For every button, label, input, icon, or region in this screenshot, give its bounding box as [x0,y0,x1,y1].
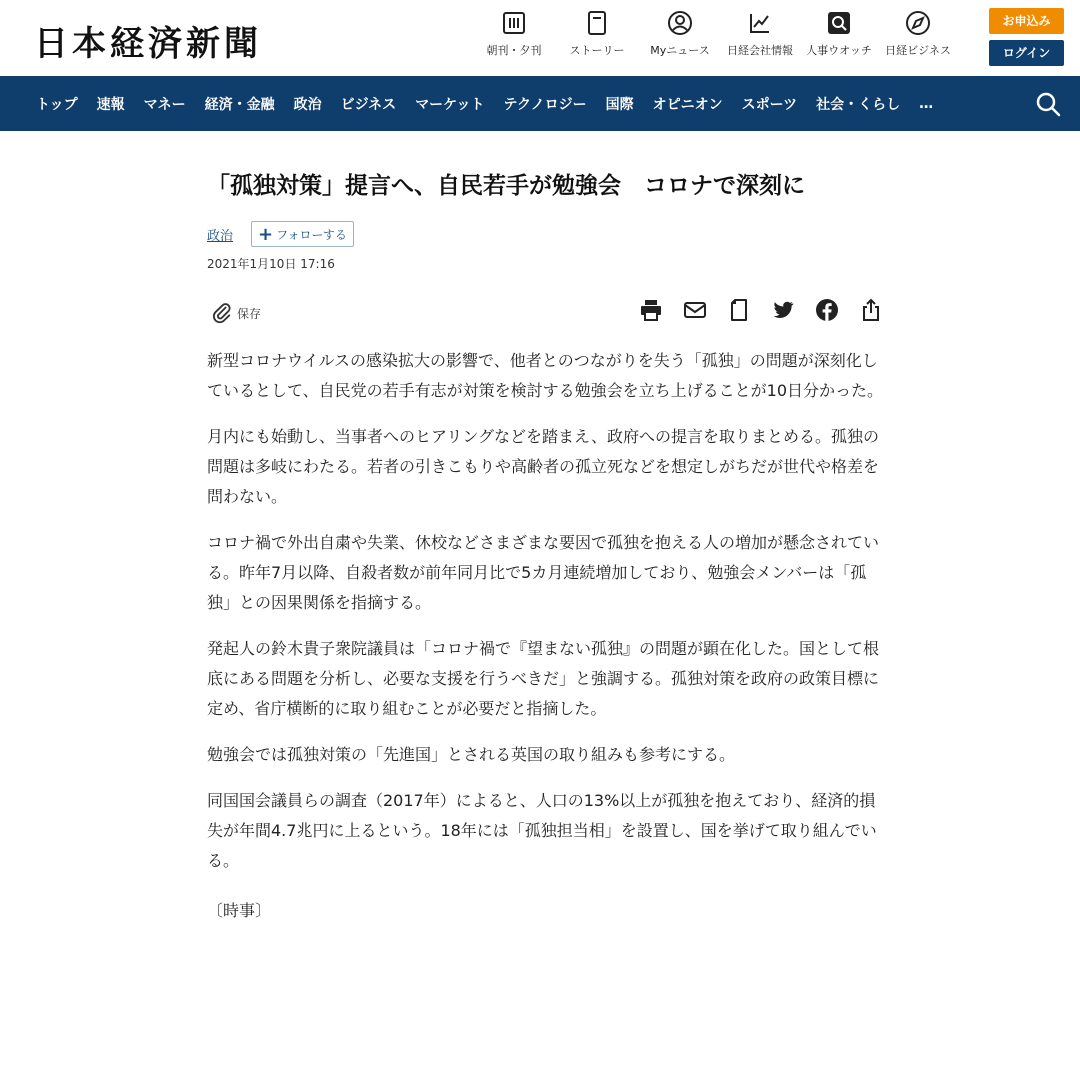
follow-button[interactable] [251,221,354,247]
site-header [0,0,1080,76]
apply-button[interactable]: お申込み [989,8,1064,34]
search-icon[interactable] [1034,90,1062,118]
share-icon [859,298,883,322]
twitter-button[interactable] [761,298,805,322]
save-label: 保存 [237,306,262,321]
nav-item-top[interactable]: トップ [36,96,78,113]
newspaper-icon [501,10,527,36]
nav-more-button[interactable]: … [919,95,934,112]
article-paragraph: 同国国会議員らの調査（2017年）によると、人口の13%以上が孤独を抱えており、経済的損失が年間4.7兆円に上るという。18年には「孤独担当相」を設置し、国を挙げて取り組んでいる。 [207,791,877,870]
nav-item-technology[interactable]: テクノロジー [503,96,587,113]
tool-label: ストーリー [569,44,625,57]
tool-mynews[interactable] [640,10,720,58]
memo-icon [727,298,751,322]
chart-icon [747,10,773,36]
nav-items [36,76,952,131]
nav-item-international[interactable]: 国際 [605,96,634,113]
story-icon [584,10,610,36]
share-button[interactable] [849,298,893,322]
article-paragraph: コロナ禍で外出自粛や失業、休校などさまざまな要因で孤独を抱える人の増加が懸念されている。昨年7月以降、自殺者数が前年同月比で5カ月連続増加しており、勉強会メンバーは「孤独」との因果関係を指摘する。 [207,533,880,612]
nav-item-sports[interactable]: スポーツ [741,96,798,113]
mail-button[interactable] [673,298,717,322]
save-button[interactable] [211,302,261,324]
tool-label: 日経会社情報 [727,44,793,57]
nav-item-politics[interactable]: 政治 [293,96,322,113]
article-meta [207,221,887,247]
share-toolbar [629,298,893,322]
twitter-icon [771,298,795,322]
user-icon [667,10,693,36]
nav-item-economy[interactable]: 経済・金融 [204,96,275,113]
article-paragraph: 勉強会では孤独対策の「先進国」とされる英国の取り組みも参考にする。 [207,745,736,764]
main-nav [0,76,1080,131]
article-actions [207,296,887,336]
article-date: 2021年1月10日 17:16 [207,257,335,271]
nav-item-business[interactable]: ビジネス [340,96,397,113]
print-icon [639,298,663,322]
site-logo[interactable]: 日本経済新聞 [34,24,262,64]
nav-item-opinion[interactable]: オピニオン [652,96,723,113]
tool-label: 朝刊・夕刊 [486,44,542,57]
nav-item-breaking[interactable]: 速報 [96,96,125,113]
article-body [207,346,887,876]
mail-icon [683,298,707,322]
memo-button[interactable] [717,298,761,322]
tool-business[interactable] [878,10,958,58]
login-button[interactable]: ログイン [989,40,1064,66]
tool-label: 人事ウオッチ [806,44,872,57]
article-paragraph: 月内にも始動し、当事者へのヒアリングなどを踏まえ、政府への提言を取りまとめる。孤独の問題は多岐にわたる。若者の引きこもりや高齢者の孤立死などを想定しがちだが世代や格差を問わない。 [207,427,880,506]
article-credit: 〔時事〕 [207,901,272,920]
tool-label: Myニュース [650,44,710,57]
article-paragraph: 発起人の鈴木貴子衆院議員は「コロナ禍で『望まない孤独』の問題が顕在化した。国として根底にある問題を分析し、必要な支援を行うべきだ」と強調する。孤独対策を政府の政策目標に定め、省庁横断的に取り組むことが必要だと指摘した。 [207,639,880,718]
article [207,150,887,921]
header-toolbar [474,10,958,58]
tool-label: 日経ビジネス [885,44,951,57]
print-button[interactable] [629,298,673,322]
article-title: 「孤独対策」提言へ、自民若手が勉強会 コロナで深刻に [207,173,805,199]
nav-item-market[interactable]: マーケット [415,96,485,113]
compass-icon [905,10,931,36]
nav-item-society[interactable]: 社会・くらし [816,96,901,113]
follow-label: フォローする [276,227,347,242]
nav-item-money[interactable]: マネー [143,96,186,113]
tool-company[interactable] [720,10,800,58]
person-watch-icon [826,10,852,36]
paperclip-icon [211,302,233,324]
tool-story[interactable] [554,10,640,58]
plus-icon: + [258,223,274,245]
category-link[interactable]: 政治 [207,228,234,244]
auth-buttons [989,8,1064,66]
facebook-icon [815,298,839,322]
tool-personnel[interactable] [800,10,878,58]
facebook-button[interactable] [805,298,849,322]
tool-newspaper[interactable] [474,10,554,58]
article-paragraph: 新型コロナウイルスの感染拡大の影響で、他者とのつながりを失う「孤独」の問題が深刻化しているとして、自民党の若手有志が対策を検討する勉強会を立ち上げることが10日分かった。 [207,351,884,400]
